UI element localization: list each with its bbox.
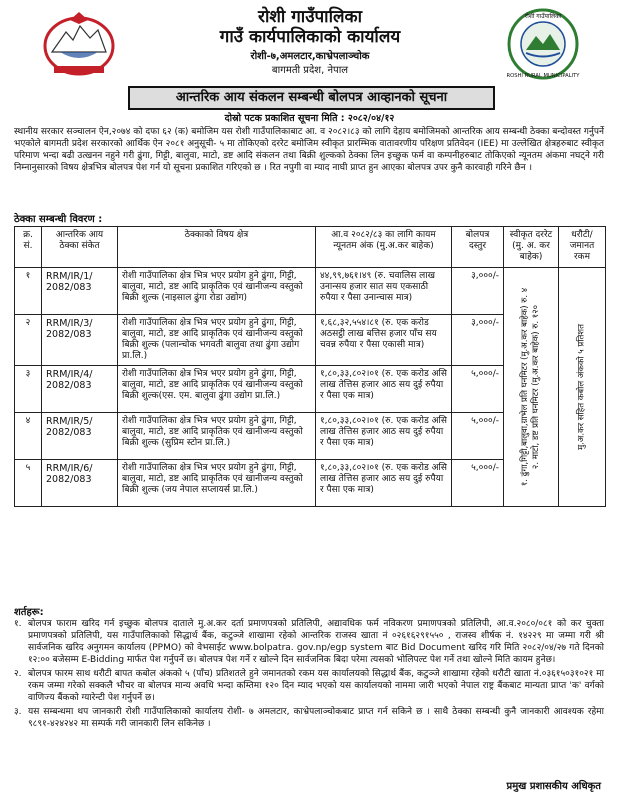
th-rate: स्वीकृत दररेट (मु. अ. कर बाहेक)	[504, 227, 559, 268]
contract-table	[14, 226, 606, 507]
cell-subject: रोशी गाउँपालिका क्षेत्र भित्र भएर प्रयोग हुने ढुंगा, गिट्टी, बालुवा, माटो, डष्ट आदि प्राकृतिक एवं खानीजन्य वस्तुको बिक्री शुल्क (पलान्चोक भगवती बालुवा तथा ढुंगा उद्योग प्रा.लि.)	[118, 315, 316, 366]
cell-rate	[504, 268, 559, 507]
cell-sn: ४	[15, 413, 42, 460]
published-date: दोस्रो पटक प्रकाशित सूचना मिति : २०८२/०४/१२	[224, 113, 395, 124]
cell-amount: १,६८,३२,५५४।८१ (रु. एक करोड अठसट्ठी लाख बत्तिस हजार पाँच सय चवन्न रुपैया र पैसा एकासी मात्र)	[316, 315, 452, 366]
th-amount: आ.व २०८२/८३ का लागि कायम न्यूनतम अंक (मु.अ.कर बाहेक)	[316, 227, 452, 268]
cell-amount: १,८०,३३,८०२।०१ (रु. एक करोड असि लाख तेत्तिस हजार आठ सय दुई रुपैया र पैसा एक मात्र)	[316, 460, 452, 507]
nepal-emblem-icon	[40, 8, 118, 78]
cell-amount: १,८०,३३,८०२।०१ (रु. एक करोड असि लाख तेत्तिस हजार आठ सय दुई रुपैया र पैसा एक मात्र)	[316, 366, 452, 413]
cell-fee: ५,०००/-	[452, 366, 504, 413]
cell-code: RRM/IR/1/ 2082/083	[42, 268, 118, 315]
office-province: बागमती प्रदेश, नेपाल	[271, 65, 349, 76]
table-row	[15, 268, 606, 315]
th-subject: ठेक्काको विषय क्षेत्र	[118, 227, 316, 268]
condition-item	[14, 706, 604, 730]
condition-number: १.	[14, 619, 22, 629]
th-sn: क्र. सं.	[15, 227, 42, 268]
cell-fee: ५,०००/-	[452, 460, 504, 507]
condition-number: २.	[14, 669, 22, 679]
conditions-list	[14, 618, 604, 732]
intro-paragraph: स्थानीय सरकार सञ्चालन ऐन,२०७४ को दफा ६२ (क) बमोजिम यस रोशी गाउँपालिकाबाट आ. व २०८२।८३ को लागि देहाय बमोजिमको आन्तरिक आय सम्बन्धी ठेक्का बन्दोवस्त गर्नुपर्ने भएकोले बागमती प्रदेश सरकारको आर्थिक ऐन २०८१ अनुसूची- ५ मा तोकिएको दररेट बमोजिम स्वीकृत प्रारम्भिक वातावरणीय परिक्षण प्रतिवेदन (IEE) मा उल्लेखित क्षेत्रहरुबाट स्वीकृत परिमाण भन्दा बढी उत्खनन नहुने गरी ढुंगा, गिट्टी, बालुवा, माटो, डष्ट आदि संकलन तथा बिक्री शुल्कको ठेक्का लिन इच्छुक फर्म वा कम्पनीहरुबाट तोकिएको न्यूनतम अंकमा नघट्ने गरी निम्नानुसारको विषय क्षेत्रभित्र बोलपत्र पेश गर्न यो सूचना प्रकाशित गरिएको छ । रित नपुगी वा म्याद नाघी प्राप्त हुन आएका बोलपत्र उपर कुनै कारवाही गरिने छैन ।	[14, 127, 604, 173]
roshi-logo-icon	[502, 6, 584, 82]
cell-subject: रोशी गाउँपालिका क्षेत्र भित्र भएर प्रयोग हुने ढुंगा, गिट्टी, बालुवा, माटो, डष्ट आदि प्राकृतिक एवं खानीजन्य वस्तुको बिक्री शुल्क (नाइसाल ढुंगा रोडा उद्योग)	[118, 268, 316, 315]
cell-sn: ५	[15, 460, 42, 507]
office-name: गाउँ कार्यपालिकाको कार्यालय	[219, 27, 401, 47]
condition-text: यस सम्बन्धमा थप जानकारी रोशी गाउँपालिकाको कार्यालय रोशी- ७ अमलटार, काभ्रेपलाञ्चोकबाट प्राप्त गर्न सकिने छ । साथै ठेक्का सम्बन्धी कुनै जानकारी आवश्यक रहेमा ९८९१-४२४२४२ मा सम्पर्क गरी जानकारी लिन सकिनेछ ।	[28, 707, 604, 729]
cell-code: RRM/IR/4/ 2082/083	[42, 366, 118, 413]
th-code: आन्तरिक आय ठेक्का संकेत	[42, 227, 118, 268]
conditions-heading: शर्तहरू:	[14, 607, 44, 618]
office-address: रोशी-७,अमलटार,काभ्रेपलाञ्चोक	[250, 51, 370, 62]
cell-sn: १	[15, 268, 42, 315]
cell-deposit	[559, 268, 606, 507]
header	[0, 0, 619, 80]
cell-subject: रोशी गाउँपालिका क्षेत्र भित्र भएर प्रयोग हुने ढुंगा, गिट्टी, बालुवा, माटो, डष्ट आदि प्राकृतिक एवं खानीजन्य वस्तुको बिक्री शुल्क (सुप्रिम स्टोन प्रा.लि.)	[118, 413, 316, 460]
th-deposit: धरौटी/ जमानत रकम	[559, 227, 606, 268]
logo-text: ROSHI RURAL MUNICIPALITY	[506, 73, 580, 79]
cell-fee: ३,०००/-	[452, 268, 504, 315]
cell-amount: ४४,९९,७६१।४९ (रु. चवालिस लाख उनान्सय हजार सात सय एकसाठी रुपैया र पैसा उनान्चास मात्र)	[316, 268, 452, 315]
logo-text-np: रोशी गाउँपालिका	[524, 13, 562, 20]
th-fee: बोलपत्र दस्तुर	[452, 227, 504, 268]
rate-line-1: १. ढुंगा,गिट्टी,बालुवा,ग्राभेल प्रति घनमिटर (मु.अ.कर बाहेक) रु. ४	[520, 287, 530, 487]
cell-subject: रोशी गाउँपालिका क्षेत्र भित्र भएर प्रयोग हुने ढुंगा, गिट्टी, बालुवा, माटो, डष्ट आदि प्राकृतिक एवं खानीजन्य वस्तुको बिक्री शुल्क (जय नेपाल सप्लायर्स प्रा.लि.)	[118, 460, 316, 507]
rate-line-2: २. माटो, डष्ट प्रति घनमिटर (मु.अ.कर बाहेक) रु. १२०	[531, 304, 541, 470]
table-heading: ठेक्का सम्बन्धी विवरण :	[14, 214, 103, 225]
cell-code: RRM/IR/6/ 2082/083	[42, 460, 118, 507]
table-header-row	[15, 227, 606, 268]
rate-text	[520, 257, 542, 517]
condition-text: बोलपत्र फारम साथ धरौटी बापत कबोल अंकको ५ (पाँच) प्रतिशतले हुने जमानतको रकम यस कार्यालयको सिद्धार्थ बैंक, कटुञ्जे शाखामा रहेको धरौटी खाता नं.०३६१५०३१०२१ मा रकम जम्मा गरेको सक्कलै भौचर वा बोलपत्र मान्य अवधि भन्दा कम्तिमा १२० दिन म्याद भएको यस कार्यालयको नाममा जारी भएको नेपाल राष्ट्र बैंकबाट मान्यता प्राप्त 'क' वर्गको वाणिज्य बैंकको ग्यारेन्टी पेश गर्नुपर्ने छ।	[28, 669, 604, 703]
condition-text: बोलपत्र फाराम खरिद गर्न इच्छुक बोलपत्र दाताले मु.अ.कर दर्ता प्रमाणपत्रको प्रतिलिपी, अद्यावधिक फर्म नविकरण प्रमाणपत्रको प्रतिलिपी, आ.व.२०८०/०८१ को कर चुक्ता प्रमाणपत्रको प्रतिलिपी, यस गाउँपालिकाको सिद्धार्थ बैंक, कटुञ्जे शाखामा रहेको आन्तरिक राजस्व खाता नं ०२६१६२९१५५० , राजस्व शीर्षक नं. १४२२९ मा जम्मा गरी श्री सार्वजनिक खरिद अनुगमन कार्यालय (PPMO) को वेभसाईट www.bolpatra. gov.np/egp system बाट Bid Document खरिद गरि मिति २०८२/०४/२७ गते दिनको १२:०० बजेसम्म E-Bidding मार्फत पेश गर्नुपर्ने छ। बोलपत्र पेश गर्ने र खोल्ने दिन सार्वजनिक बिदा परेमा त्यसको भोलिपल्ट पेश गर्ने तथा खोल्ने मिति कायम हुनेछ।	[28, 619, 604, 665]
notice-title: आन्तरिक आय संकलन सम्बन्धी बोलपत्र आव्हानको सूचना	[128, 86, 495, 110]
municipality-name: रोशी गाउँपालिका	[258, 7, 362, 27]
condition-number: ३.	[14, 707, 22, 717]
cell-amount: १,८०,३३,८०२।०१ (रु. एक करोड असि लाख तेत्तिस हजार आठ सय दुई रुपैया र पैसा एक मात्र)	[316, 413, 452, 460]
cell-fee: ५,०००/-	[452, 413, 504, 460]
signatory-title: प्रमुख प्रशासकीय अधिकृत	[506, 781, 601, 792]
cell-code: RRM/IR/5/ 2082/083	[42, 413, 118, 460]
cell-fee: ३,०००/-	[452, 315, 504, 366]
condition-item	[14, 668, 604, 704]
condition-item	[14, 618, 604, 666]
deposit-text: मु.अ.कर सहित कबोल अंकको ५ प्रतिशत	[576, 324, 587, 450]
cell-subject: रोशी गाउँपालिका क्षेत्र भित्र भएर प्रयोग हुने ढुंगा, गिट्टी, बालुवा, माटो, डष्ट आदि प्राकृतिक एवं खानीजन्य वस्तुको बिक्री शुल्क(एस. एम. बालुवा ढुंगा उद्योग प्रा.लि.)	[118, 366, 316, 413]
cell-sn: २	[15, 315, 42, 366]
cell-code: RRM/IR/3/ 2082/083	[42, 315, 118, 366]
cell-sn: ३	[15, 366, 42, 413]
